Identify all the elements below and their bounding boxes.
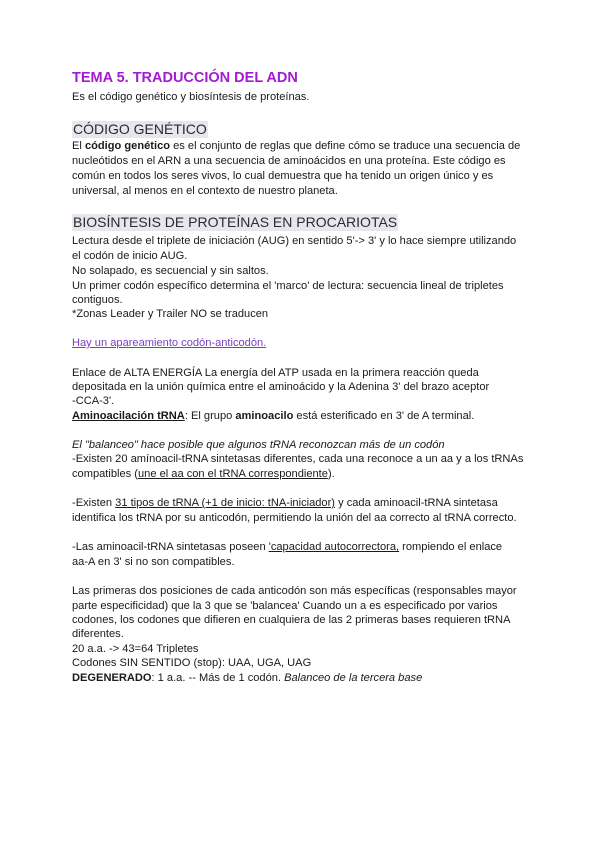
paragraph-line: DEGENERADO: 1 a.a. -- Más de 1 codón. Balanceo de la tercera base bbox=[72, 672, 423, 684]
paragraph-line: nucleótidos en el ARN a una secuencia de aminoácidos en una proteína. Este código es bbox=[72, 155, 506, 167]
paragraph-line: el codón de inicio AUG. bbox=[72, 250, 188, 262]
paragraph-line: común en todos los seres vivos, lo cual demuestra que ha tenido un origen único y es bbox=[72, 170, 494, 182]
paragraph-line: depositada en la unión química entre el aminoácido y la Adenina 3' del brazo aceptor bbox=[72, 381, 490, 393]
paragraph-line: El código genético es el conjunto de reglas que define cómo se traduce una secuencia de bbox=[72, 140, 521, 152]
underlined-phrase: 'capacidad autocorrectora, bbox=[268, 541, 400, 553]
paragraph-line: Enlace de ALTA ENERGÍA La energía del ATP usada en la primera reacción queda bbox=[72, 367, 479, 379]
paragraph-line: *Zonas Leader y Trailer NO se traducen bbox=[72, 308, 269, 320]
paragraph-line: -Existen 20 amínoacil-tRNA sintetasas diferentes, cada una reconoce a un aa y a los tRNAs bbox=[72, 453, 524, 465]
paragraph-line: diferentes. bbox=[72, 628, 124, 640]
codon-anticodon-link[interactable]: Hay un apareamiento codón-anticodón. bbox=[72, 337, 267, 349]
section-heading-biosintesis: BIOSÍNTESIS DE PROTEÍNAS EN PROCARIOTAS bbox=[73, 214, 398, 230]
bold-underlined-term: Aminoacilación tRNA bbox=[72, 410, 185, 422]
paragraph-line: 20 a.a. -> 43=64 Tripletes bbox=[72, 643, 199, 655]
italic-note: El "balanceo" hace posible que algunos tRNA reconozcan más de un codón bbox=[72, 439, 445, 451]
paragraph-line: Un primer codón específico determina el 'marco' de lectura: secuencia lineal de tripletes bbox=[72, 280, 504, 292]
paragraph-line: No solapado, es secuencial y sin saltos. bbox=[72, 265, 269, 277]
paragraph-line: codones, los codones que difieren en cualquiera de las 2 primeras bases requieren tRNA bbox=[72, 614, 511, 626]
paragraph-line: compatibles (une el aa con el tRNA correspondiente). bbox=[72, 468, 335, 480]
paragraph-line: aa-A en 3' si no son compatibles. bbox=[72, 556, 235, 568]
page-title: TEMA 5. TRADUCCIÓN DEL ADN bbox=[72, 70, 298, 86]
paragraph-line: identifica los tRNA por su anticodón, permitiendo la unión del aa correcto al tRNA correcto. bbox=[72, 512, 517, 524]
intro-text: Es el código genético y biosíntesis de proteínas. bbox=[72, 91, 310, 103]
underlined-phrase: 31 tipos de tRNA (+1 de inicio: tNA-iniciador) bbox=[115, 497, 335, 509]
section-heading-codigo-genetico: CÓDIGO GENÉTICO bbox=[73, 121, 207, 137]
paragraph-line: -Las aminoacil-tRNA sintetasas poseen 'capacidad autocorrectora, rompiendo el enlace bbox=[72, 541, 503, 553]
paragraph-line: Aminoacilación tRNA: El grupo aminoacilo está esterificado en 3' de A terminal. bbox=[72, 410, 475, 422]
paragraph-line: Las primeras dos posiciones de cada anticodón son más específicas (responsables mayor bbox=[72, 585, 517, 597]
paragraph-line: universal, al menos en el contexto de nuestro planeta. bbox=[72, 185, 338, 197]
paragraph-line: -CCA-3'. bbox=[72, 395, 115, 407]
paragraph-line: contiguos. bbox=[72, 294, 123, 306]
underlined-phrase: une el aa con el tRNA correspondiente bbox=[137, 468, 328, 480]
bold-term: aminoacilo bbox=[235, 410, 294, 422]
paragraph-line: Lectura desde el triplete de iniciación (AUG) en sentido 5'-> 3' y lo hace siempre utilizando bbox=[72, 235, 517, 247]
paragraph-line: parte especificidad) que la 3 que se 'balancea' Cuando un a es especificado por varios bbox=[72, 600, 498, 612]
bold-term: DEGENERADO bbox=[72, 672, 152, 684]
italic-phrase: Balanceo de la tercera base bbox=[284, 672, 423, 684]
paragraph-line: Codones SIN SENTIDO (stop): UAA, UGA, UAG bbox=[72, 657, 312, 669]
paragraph-line: -Existen 31 tipos de tRNA (+1 de inicio: tNA-iniciador) y cada aminoacil-tRNA sintetasa bbox=[72, 497, 498, 509]
bold-term: código genético bbox=[84, 140, 171, 152]
